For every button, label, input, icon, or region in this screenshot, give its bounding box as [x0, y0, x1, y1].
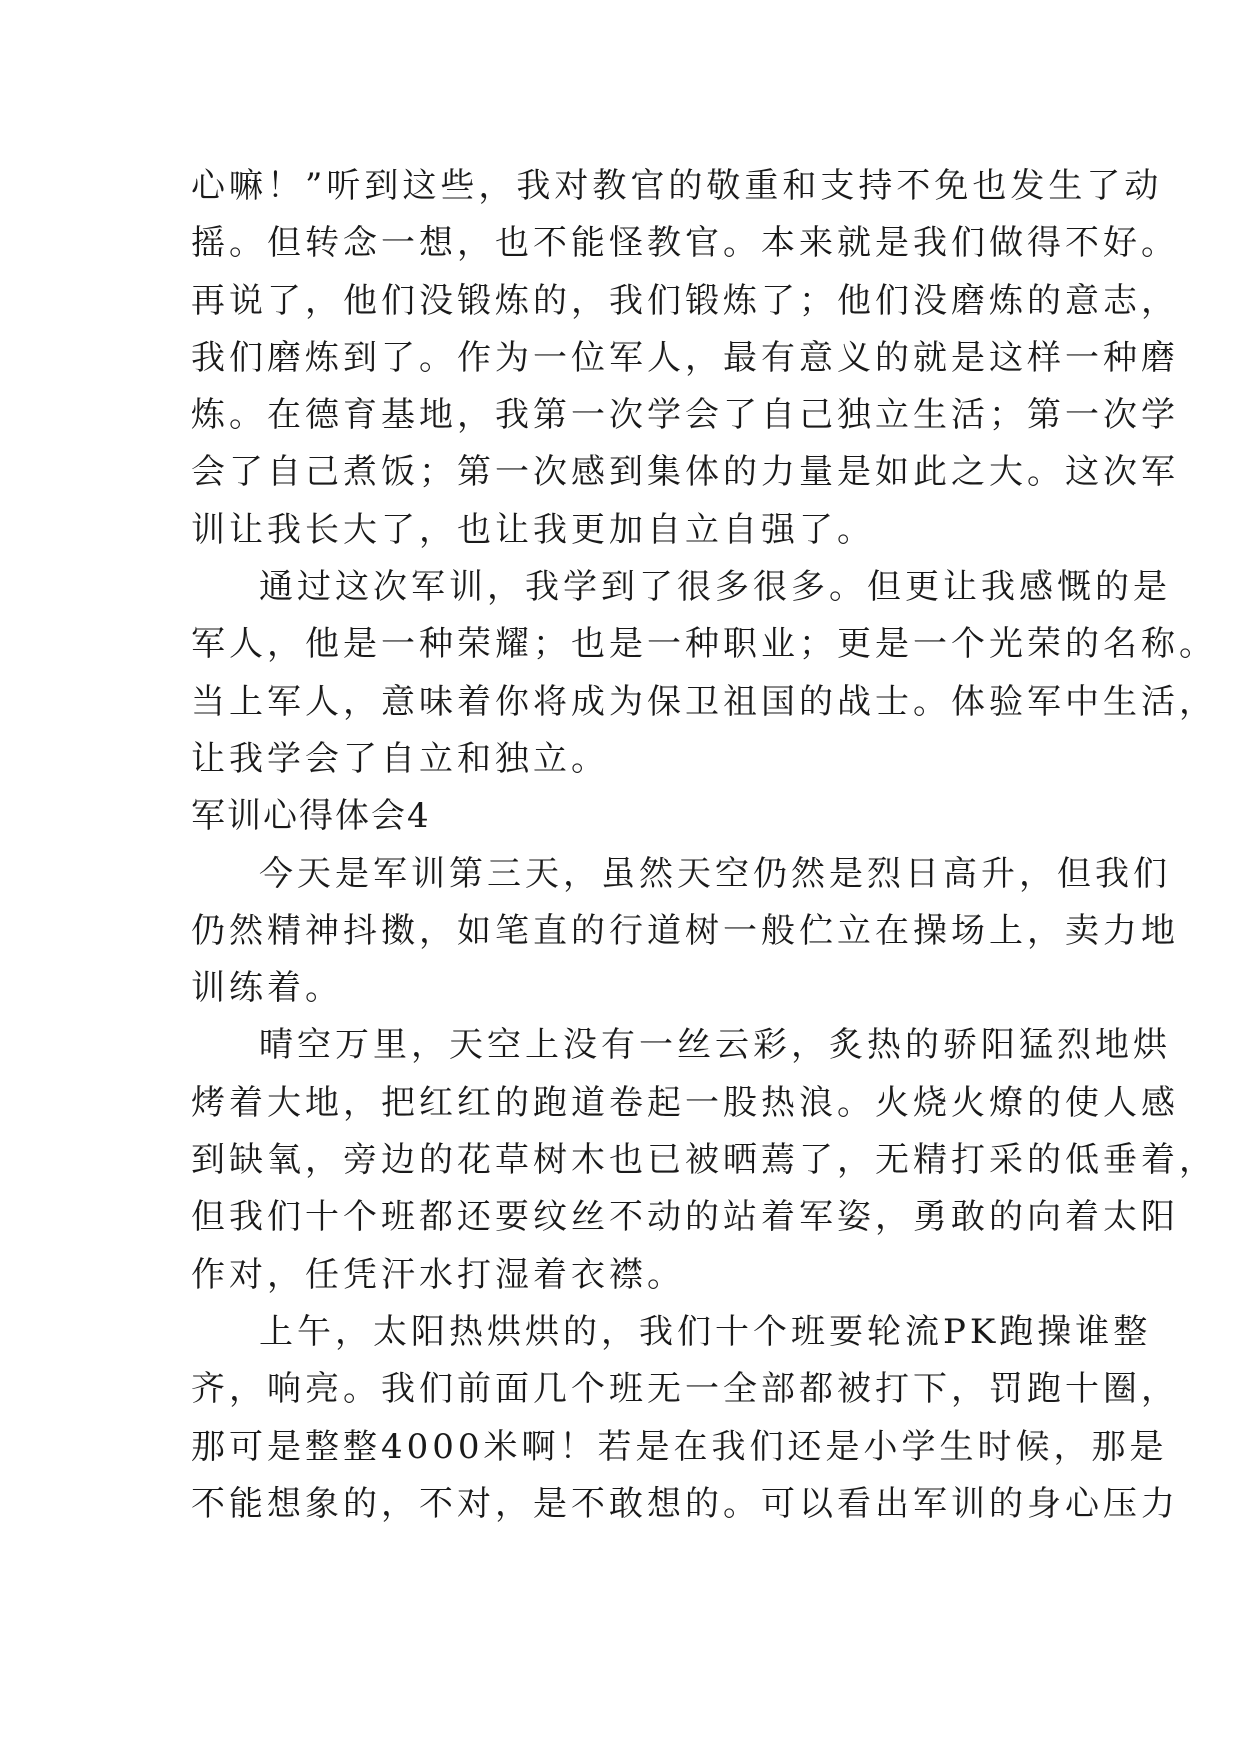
paragraph-start-line: 上午，太阳热烘烘的，我们十个班要轮流PK跑操谁整	[259, 1311, 1152, 1352]
text-line: 作对，任凭汗水打湿着衣襟。	[191, 1254, 685, 1295]
text-line: 心嘛！”听到这些，我对教官的敬重和支持不免也发生了动	[191, 166, 1163, 206]
text-line: 再说了，他们没锻炼的，我们锻炼了；他们没磨炼的意志，	[191, 280, 1179, 321]
text-line: 我们磨炼到了。作为一位军人，最有意义的就是这样一种磨	[191, 337, 1179, 378]
paragraph-start-line: 晴空万里，天空上没有一丝云彩，炙热的骄阳猛烈地烘	[259, 1025, 1171, 1066]
text-line: 到缺氧，旁边的花草树木也已被晒蔫了，无精打采的低垂着，	[191, 1140, 1217, 1181]
text-line: 会了自己煮饭；第一次感到集体的力量是如此之大。这次军	[191, 452, 1179, 493]
body-text	[191, 158, 1217, 1533]
text-line: 齐，响亮。我们前面几个班无一全部都被打下，罚跑十圈，	[191, 1369, 1179, 1410]
text-line: 让我学会了自立和独立。	[191, 738, 609, 779]
text-line: 那可是整整4000米啊！若是在我们还是小学生时候，那是	[191, 1426, 1168, 1467]
paragraph-start-line: 通过这次军训，我学到了很多很多。但更让我感慨的是	[259, 567, 1171, 608]
text-line: 训让我长大了，也让我更加自立自强了。	[191, 509, 875, 550]
text-line: 炼。在德育基地，我第一次学会了自己独立生活；第一次学	[191, 395, 1179, 436]
text-line: 训练着。	[191, 968, 343, 1009]
text-line: 当上军人，意味着你将成为保卫祖国的战士。体验军中生活，	[191, 681, 1217, 722]
text-line: 不能想象的，不对，是不敢想的。可以看出军训的身心压力	[191, 1483, 1179, 1524]
text-line: 但我们十个班都还要纹丝不动的站着军姿，勇敢的向着太阳	[191, 1197, 1179, 1238]
section-heading: 军训心得体会4	[191, 796, 431, 837]
text-line: 摇。但转念一想，也不能怪教官。本来就是我们做得不好。	[191, 223, 1179, 264]
text-line: 军人，他是一种荣耀；也是一种职业；更是一个光荣的名称。	[191, 624, 1217, 665]
paragraph-start-line: 今天是军训第三天，虽然天空仍然是烈日高升，但我们	[259, 853, 1171, 894]
text-line: 仍然精神抖擞，如笔直的行道树一般伫立在操场上，卖力地	[191, 910, 1179, 951]
text-line: 烤着大地，把红红的跑道卷起一股热浪。火烧火燎的使人感	[191, 1082, 1179, 1123]
